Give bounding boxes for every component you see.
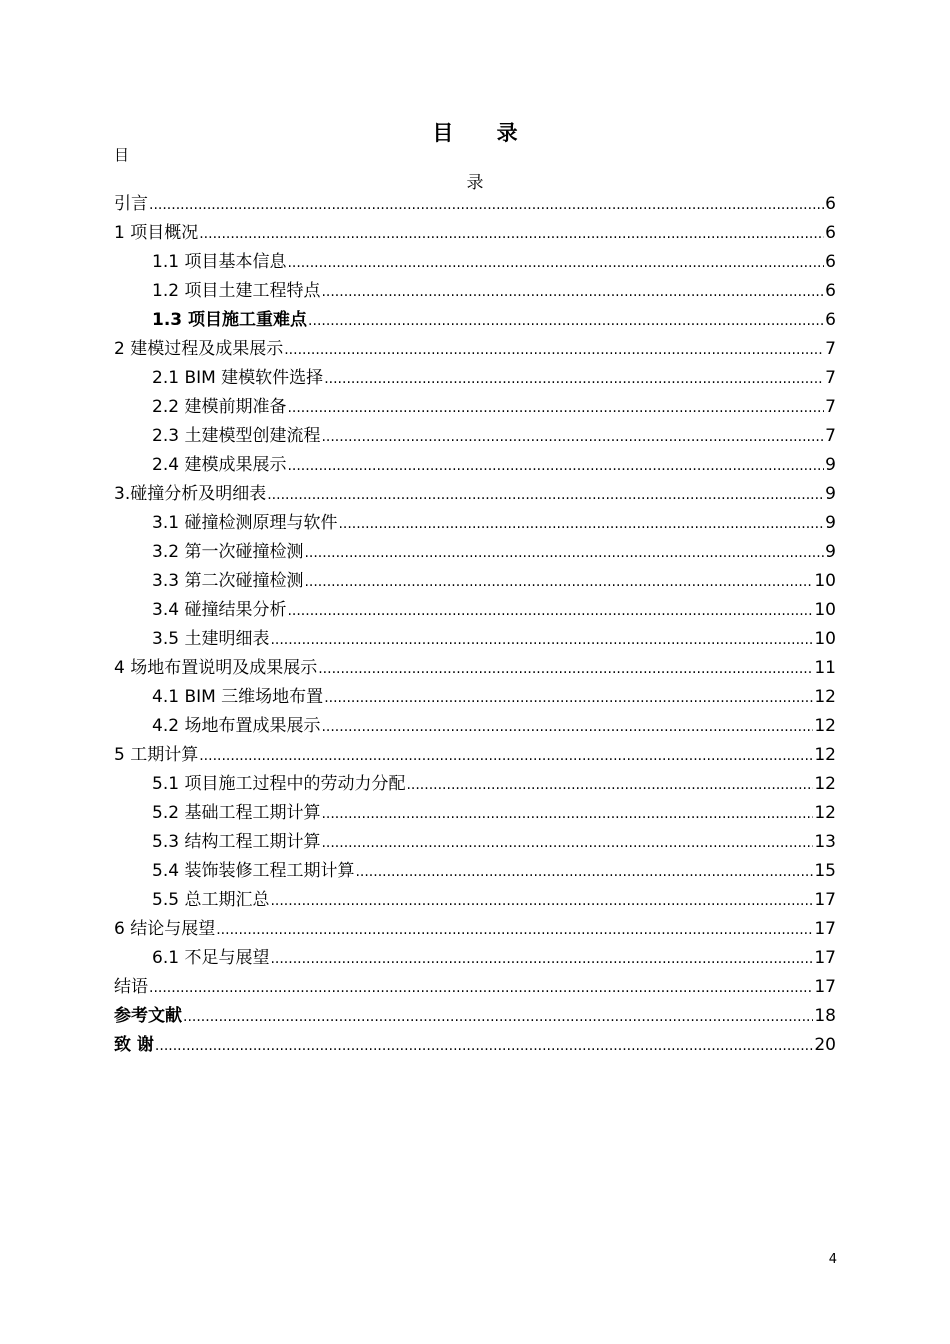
toc-entry[interactable] xyxy=(114,654,836,683)
toc-entry-label: 致 谢 xyxy=(114,1035,154,1055)
toc-entry-page: 7 xyxy=(825,339,836,359)
toc-entry[interactable] xyxy=(114,1031,836,1060)
toc-leader-dots xyxy=(308,307,824,335)
toc-entry-page: 13 xyxy=(814,832,836,852)
toc-entry-label: 结语 xyxy=(114,977,148,997)
toc-leader-dots xyxy=(355,858,813,886)
toc-entry-page: 15 xyxy=(814,861,836,881)
toc-entry-label: 5 工期计算 xyxy=(114,745,199,765)
toc-entry-page: 10 xyxy=(814,600,836,620)
toc-entry-page: 7 xyxy=(825,397,836,417)
toc-leader-dots xyxy=(287,452,824,480)
toc-entry[interactable] xyxy=(114,306,836,335)
toc-entry-page: 12 xyxy=(814,716,836,736)
toc-entry[interactable] xyxy=(114,625,836,654)
toc-entry-page: 17 xyxy=(814,948,836,968)
toc-leader-dots xyxy=(321,829,813,857)
toc-entry[interactable] xyxy=(114,741,836,770)
toc-entry-label: 5.2 基础工程工期计算 xyxy=(152,803,321,823)
toc-entry-label: 4 场地布置说明及成果展示 xyxy=(114,658,318,678)
toc-entry-page: 12 xyxy=(814,774,836,794)
toc-entry[interactable] xyxy=(114,1002,836,1031)
toc-entry[interactable] xyxy=(114,828,836,857)
toc-entry-page: 6 xyxy=(825,223,836,243)
toc-entry[interactable] xyxy=(114,799,836,828)
toc-entry-label: 5.3 结构工程工期计算 xyxy=(152,832,321,852)
stray-heading-fragment: 目 xyxy=(114,146,130,164)
toc-leader-dots xyxy=(216,916,813,944)
toc-entry-label: 5.4 装饰装修工程工期计算 xyxy=(152,861,355,881)
toc-entry-page: 7 xyxy=(825,368,836,388)
toc-entry-page: 6 xyxy=(825,194,836,214)
page-number: 4 xyxy=(828,1252,837,1267)
toc-leader-dots xyxy=(324,684,813,712)
toc-entry-label: 2.4 建模成果展示 xyxy=(152,455,287,475)
toc-entry[interactable] xyxy=(114,567,836,596)
toc-entry-label: 3.3 第二次碰撞检测 xyxy=(152,571,304,591)
toc-leader-dots xyxy=(199,220,824,248)
toc-leader-dots xyxy=(270,945,813,973)
toc-entry-label: 参考文献 xyxy=(114,1006,182,1026)
toc-leader-dots xyxy=(321,713,813,741)
table-of-contents xyxy=(114,190,836,1060)
toc-entry[interactable] xyxy=(114,364,836,393)
toc-leader-dots xyxy=(199,742,813,770)
toc-entry[interactable] xyxy=(114,596,836,625)
toc-entry[interactable] xyxy=(114,712,836,741)
toc-entry-label: 6.1 不足与展望 xyxy=(152,948,270,968)
toc-entry-label: 2.3 土建模型创建流程 xyxy=(152,426,321,446)
toc-leader-dots xyxy=(287,249,824,277)
toc-leader-dots xyxy=(284,336,824,364)
toc-entry-label: 2 建模过程及成果展示 xyxy=(114,339,284,359)
toc-entry[interactable] xyxy=(114,277,836,306)
toc-entry-page: 7 xyxy=(825,426,836,446)
toc-entry[interactable] xyxy=(114,915,836,944)
toc-leader-dots xyxy=(318,655,813,683)
toc-leader-dots xyxy=(183,1003,813,1031)
toc-entry-label: 1.3 项目施工重难点 xyxy=(152,310,308,330)
toc-entry[interactable] xyxy=(114,509,836,538)
toc-entry-page: 9 xyxy=(825,542,836,562)
toc-entry[interactable] xyxy=(114,480,836,509)
toc-entry-page: 6 xyxy=(825,310,836,330)
toc-leader-dots xyxy=(321,278,824,306)
toc-entry[interactable] xyxy=(114,451,836,480)
toc-entry-label: 4.1 BIM 三维场地布置 xyxy=(152,687,324,707)
toc-leader-dots xyxy=(267,481,824,509)
toc-leader-dots xyxy=(324,365,824,393)
page-title: 目 录 xyxy=(432,121,536,145)
toc-entry-label: 4.2 场地布置成果展示 xyxy=(152,716,321,736)
toc-entry-page: 20 xyxy=(814,1035,836,1055)
toc-entry-label: 6 结论与展望 xyxy=(114,919,216,939)
toc-entry-page: 18 xyxy=(814,1006,836,1026)
toc-entry-label: 5.1 项目施工过程中的劳动力分配 xyxy=(152,774,406,794)
toc-entry-page: 6 xyxy=(825,281,836,301)
toc-entry-page: 17 xyxy=(814,919,836,939)
toc-entry[interactable] xyxy=(114,857,836,886)
toc-entry-label: 1.2 项目土建工程特点 xyxy=(152,281,321,301)
toc-entry-label: 2.2 建模前期准备 xyxy=(152,397,287,417)
toc-entry-page: 10 xyxy=(814,629,836,649)
toc-leader-dots xyxy=(155,1032,813,1060)
toc-entry-page: 9 xyxy=(825,484,836,504)
toc-leader-dots xyxy=(321,800,813,828)
toc-entry[interactable] xyxy=(114,393,836,422)
toc-leader-dots xyxy=(149,974,813,1002)
stray-heading-fragment: 录 xyxy=(466,173,484,193)
toc-entry-label: 1.1 项目基本信息 xyxy=(152,252,287,272)
toc-leader-dots xyxy=(270,626,813,654)
toc-entry-label: 3.碰撞分析及明细表 xyxy=(114,484,267,504)
toc-leader-dots xyxy=(287,597,813,625)
toc-entry-label: 引言 xyxy=(114,194,148,214)
toc-entry-page: 12 xyxy=(814,745,836,765)
toc-entry[interactable] xyxy=(114,538,836,567)
toc-entry-label: 5.5 总工期汇总 xyxy=(152,890,270,910)
toc-entry-label: 3.5 土建明细表 xyxy=(152,629,270,649)
toc-entry-label: 3.2 第一次碰撞检测 xyxy=(152,542,304,562)
toc-entry-page: 12 xyxy=(814,687,836,707)
toc-entry-page: 12 xyxy=(814,803,836,823)
toc-entry[interactable] xyxy=(114,219,836,248)
toc-entry-label: 1 项目概况 xyxy=(114,223,199,243)
toc-entry-page: 6 xyxy=(825,252,836,272)
toc-entry-page: 9 xyxy=(825,513,836,533)
toc-leader-dots xyxy=(304,568,813,596)
toc-leader-dots xyxy=(304,539,824,567)
toc-leader-dots xyxy=(270,887,813,915)
toc-entry-page: 10 xyxy=(814,571,836,591)
toc-entry[interactable] xyxy=(114,248,836,277)
toc-entry[interactable] xyxy=(114,770,836,799)
toc-entry-page: 9 xyxy=(825,455,836,475)
toc-entry-page: 11 xyxy=(814,658,836,678)
toc-entry-label: 3.1 碰撞检测原理与软件 xyxy=(152,513,338,533)
toc-entry[interactable] xyxy=(114,944,836,973)
toc-leader-dots xyxy=(287,394,824,422)
toc-entry-page: 17 xyxy=(814,890,836,910)
toc-entry-label: 2.1 BIM 建模软件选择 xyxy=(152,368,324,388)
toc-leader-dots xyxy=(149,191,824,219)
toc-leader-dots xyxy=(338,510,824,538)
toc-entry-page: 17 xyxy=(814,977,836,997)
toc-leader-dots xyxy=(321,423,824,451)
toc-entry[interactable] xyxy=(114,886,836,915)
toc-entry[interactable] xyxy=(114,422,836,451)
toc-entry[interactable] xyxy=(114,190,836,219)
toc-leader-dots xyxy=(406,771,813,799)
toc-entry[interactable] xyxy=(114,683,836,712)
toc-entry[interactable] xyxy=(114,973,836,1002)
toc-entry[interactable] xyxy=(114,335,836,364)
toc-entry-label: 3.4 碰撞结果分析 xyxy=(152,600,287,620)
